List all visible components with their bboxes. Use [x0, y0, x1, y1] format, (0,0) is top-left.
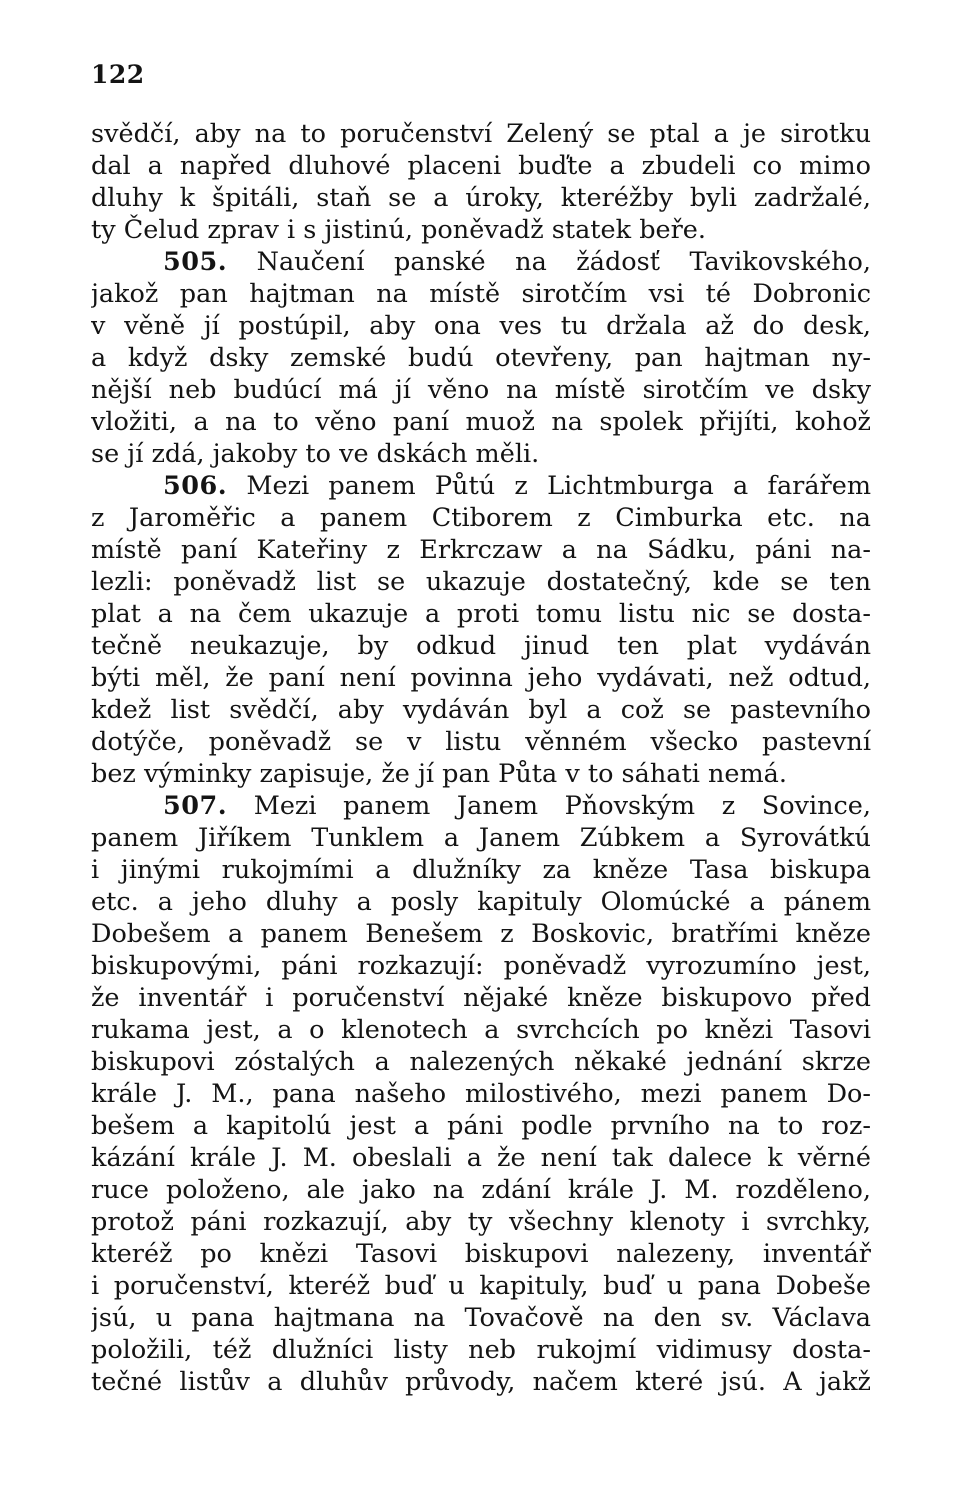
- text-line: [91, 150, 871, 182]
- text-line: [91, 1270, 871, 1302]
- text-line: [91, 854, 871, 886]
- line-text: plat a na čem ukazuje a proti tomu listu nic se dosta-: [91, 599, 871, 629]
- text-line: [91, 694, 871, 726]
- line-text: panem Jiříkem Tunklem a Janem Zúbkem a Syrovátkú: [91, 823, 871, 853]
- line-text: krále J. M., pana našeho milostivého, mezi panem Do-: [91, 1079, 871, 1109]
- line-text: protož páni rozkazují, aby ty všechny klenoty i svrchky,: [91, 1207, 871, 1237]
- text-line: [91, 1014, 871, 1046]
- line-text: dotýče, poněvadž se v listu věnném všecko pastevní: [91, 727, 871, 757]
- line-text: i jinými rukojmími a dlužníky za kněze Tasa biskupa: [91, 855, 871, 885]
- entry-number: 505.: [163, 247, 228, 277]
- text-line: [91, 982, 871, 1014]
- line-text: býti měl, že paní není povinna jeho vydávati, než odtud,: [91, 663, 871, 693]
- text-line: [91, 214, 871, 246]
- line-text: a když dsky zemské budú otevřeny, pan hajtman ny-: [91, 343, 871, 373]
- line-text: Naučení panské na žádosť Tavikovského,: [256, 247, 871, 277]
- line-text: Mezi panem Janem Pňovským z Sovince,: [253, 791, 871, 821]
- text-body: [91, 118, 871, 1398]
- text-line: [91, 662, 871, 694]
- line-text: i poručenství, kteréž buď u kapituly, buď u pana Dobeše: [91, 1271, 871, 1301]
- line-text: dluhy k špitáli, staň se a úroky, kteréžby byli zadržalé,: [91, 183, 871, 213]
- text-line: [91, 438, 871, 470]
- text-line: [91, 1174, 871, 1206]
- line-text: biskupovými, páni rozkazují: poněvadž vyrozumíno jest,: [91, 951, 871, 981]
- line-text: tečně neukazuje, by odkud jinud ten plat vydáván: [91, 631, 871, 661]
- line-text: jsú, u pana hajtmana na Tovačově na den sv. Václava: [91, 1303, 871, 1333]
- text-line: [91, 502, 871, 534]
- line-text: v věně jí postúpil, aby ona ves tu držala až do desk,: [91, 311, 871, 341]
- entry-number: 506.: [163, 471, 228, 501]
- line-text: místě paní Kateřiny z Erkrczaw a na Sádku, páni na-: [91, 535, 871, 565]
- text-line: [91, 918, 871, 950]
- text-line: [91, 278, 871, 310]
- text-line: [91, 182, 871, 214]
- line-text: položili, též dlužníci listy neb rukojmí vidimusy dosta-: [91, 1335, 871, 1365]
- paragraph-start-line: [91, 470, 871, 502]
- line-text: dal a napřed dluhové placeni buďte a zbudeli co mimo: [91, 151, 871, 181]
- text-line: [91, 1366, 871, 1398]
- text-line: [91, 1302, 871, 1334]
- text-line: [91, 598, 871, 630]
- line-text: tečné listův a dluhův průvody, načem které jsú. A jakž: [91, 1367, 871, 1397]
- text-line: [91, 1110, 871, 1142]
- line-text: z Jaroměřic a panem Ctiborem z Cimburka etc. na: [91, 503, 871, 533]
- text-line: [91, 1334, 871, 1366]
- text-line: [91, 886, 871, 918]
- line-text: kázání krále J. M. obeslali a že není tak dalece k věrné: [91, 1143, 871, 1173]
- line-text: jakož pan hajtman na místě sirotčím vsi té Dobronic: [91, 279, 871, 309]
- line-text: ruce položeno, ale jako na zdání krále J. M. rozděleno,: [91, 1175, 871, 1205]
- line-text: kteréž po knězi Tasovi biskupovi nalezeny, inventář: [91, 1239, 871, 1269]
- line-text: že inventář i poručenství nějaké kněze biskupovo před: [91, 983, 871, 1013]
- line-text: bešem a kapitolú jest a páni podle prvního na to roz-: [91, 1111, 871, 1141]
- line-text: svědčí, aby na to poručenství Zelený se ptal a je sirotku: [91, 119, 871, 149]
- text-line: [91, 374, 871, 406]
- entry-number: 507.: [163, 791, 228, 821]
- text-line: [91, 1046, 871, 1078]
- text-line: [91, 566, 871, 598]
- line-text: Mezi panem Půtú z Lichtmburga a farářem: [246, 471, 871, 501]
- text-line: [91, 1142, 871, 1174]
- text-line: [91, 118, 871, 150]
- paragraph-start-line: [91, 246, 871, 278]
- page-number: 122: [91, 60, 145, 89]
- text-line: [91, 406, 871, 438]
- line-text: rukama jest, a o klenotech a svrchcích po knězi Tasovi: [91, 1015, 871, 1045]
- line-text: Dobešem a panem Benešem z Boskovic, bratřími kněze: [91, 919, 871, 949]
- line-text: biskupovi zóstalých a nalezených někaké jednání skrze: [91, 1047, 871, 1077]
- text-line: [91, 630, 871, 662]
- text-line: [91, 1238, 871, 1270]
- line-text: bez výminky zapisuje, že jí pan Půta v to sáhati nemá.: [91, 759, 787, 789]
- text-line: [91, 534, 871, 566]
- text-line: [91, 822, 871, 854]
- line-text: lezli: poněvadž list se ukazuje dostatečný, kde se ten: [91, 567, 871, 597]
- text-line: [91, 1078, 871, 1110]
- text-line: [91, 1206, 871, 1238]
- text-line: [91, 342, 871, 374]
- line-text: ty Čelud zprav i s jistinú, poněvadž statek beře.: [91, 215, 706, 245]
- text-line: [91, 950, 871, 982]
- line-text: kdež list svědčí, aby vydáván byl a což se pastevního: [91, 695, 871, 725]
- line-text: etc. a jeho dluhy a posly kapituly Olomúcké a pánem: [91, 887, 871, 917]
- text-line: [91, 310, 871, 342]
- text-line: [91, 758, 871, 790]
- text-line: [91, 726, 871, 758]
- paragraph-start-line: [91, 790, 871, 822]
- line-text: nější neb budúcí má jí věno na místě sirotčím ve dsky: [91, 375, 871, 405]
- line-text: vložiti, a na to věno paní muož na spolek přijíti, kohož: [91, 407, 871, 437]
- line-text: se jí zdá, jakoby to ve dskách měli.: [91, 439, 540, 469]
